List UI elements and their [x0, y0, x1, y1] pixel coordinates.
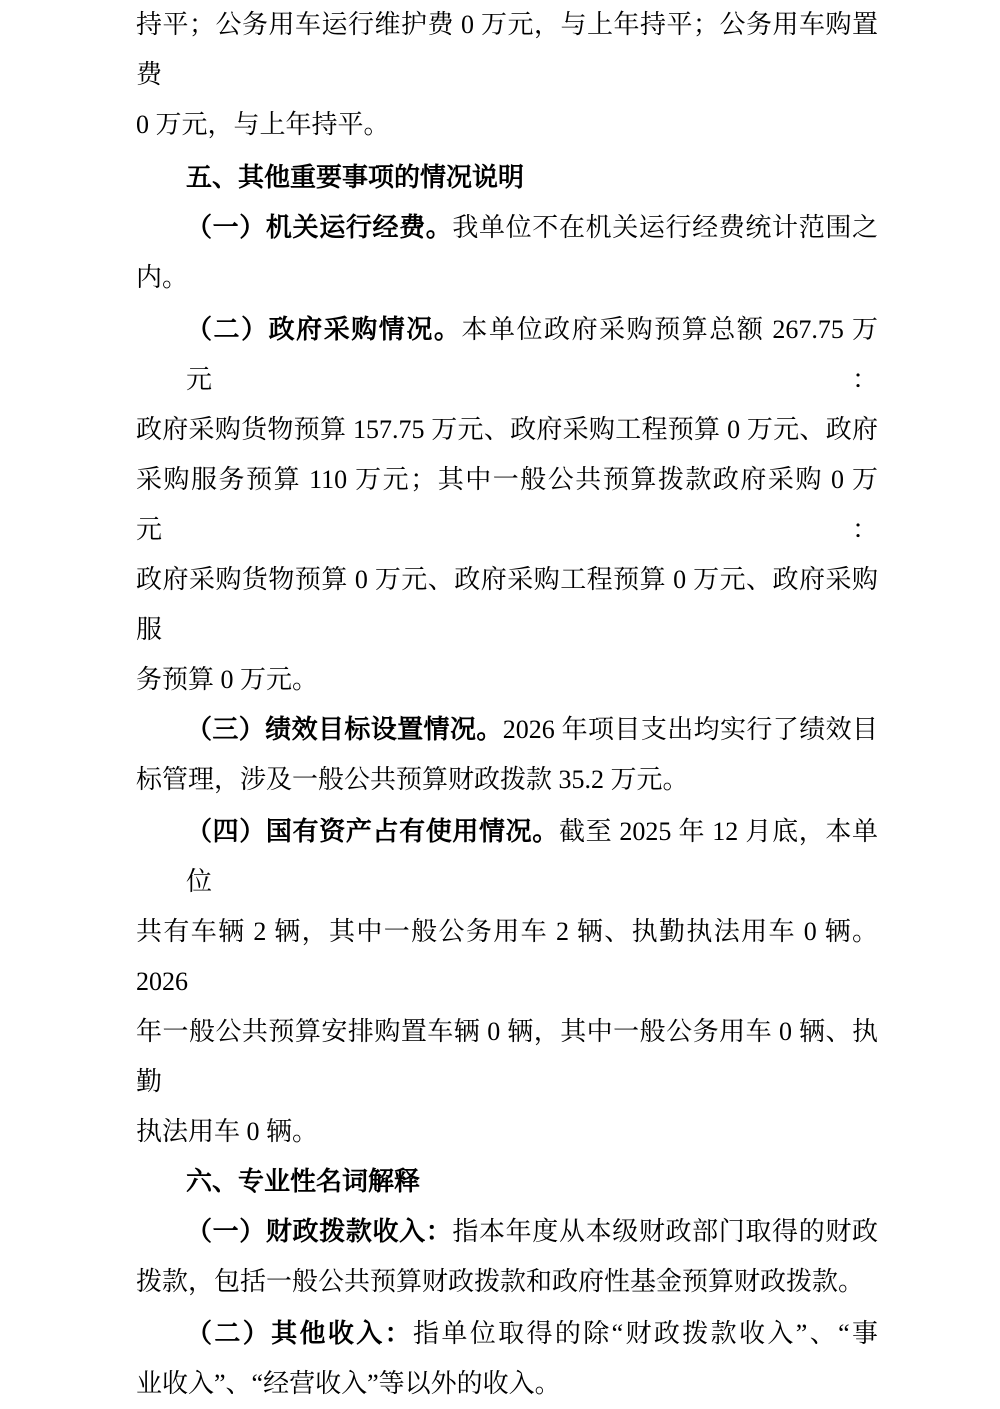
- body-text: 政府采购货物预算 0 万元、政府采购工程预算 0 万元、政府采购服: [136, 565, 878, 644]
- text-line: [136, 1359, 878, 1409]
- text-line: [186, 203, 878, 253]
- body-text: 指单位取得的除“财政拨款收入”、“事: [413, 1319, 878, 1348]
- body-text: 指本年度从本级财政部门取得的财政: [452, 1217, 878, 1246]
- body-text: 标管理，涉及一般公共预算财政拨款 35.2 万元。: [136, 765, 689, 794]
- heading-text: （三）绩效目标设置情况。: [186, 715, 503, 744]
- body-text: 我单位不在机关运行经费统计范围之: [452, 213, 878, 242]
- body-text: 共有车辆 2 辆，其中一般公务用车 2 辆、执勤执法用车 0 辆。2026: [136, 917, 878, 996]
- text-line: [136, 0, 878, 100]
- text-line: [136, 253, 878, 303]
- body-text: 持平；公务用车运行维护费 0 万元，与上年持平；公务用车购置费: [136, 10, 878, 89]
- body-text: 2026 年项目支出均实行了绩效目: [502, 715, 878, 744]
- body-text: 政府采购货物预算 157.75 万元、政府采购工程预算 0 万元、政府: [136, 415, 878, 444]
- body-text: 务预算 0 万元。: [136, 665, 319, 694]
- text-line: [186, 1207, 878, 1257]
- body-text: 0 万元，与上年持平。: [136, 110, 390, 139]
- heading-text: 六、专业性名词解释: [186, 1167, 421, 1196]
- text-line: [186, 705, 878, 755]
- text-line: [136, 1107, 878, 1157]
- text-line: [186, 1309, 878, 1359]
- body-text: 年一般公共预算安排购置车辆 0 辆，其中一般公务用车 0 辆、执勤: [136, 1017, 878, 1096]
- heading-text: （一）机关运行经费。: [186, 213, 453, 242]
- heading-text: 五、其他重要事项的情况说明: [186, 163, 525, 192]
- body-text: 业收入”、“经营收入”等以外的收入。: [136, 1369, 561, 1398]
- heading-text: （二）其他收入：: [186, 1319, 413, 1348]
- text-line: [136, 1007, 878, 1107]
- text-line: [136, 907, 878, 1007]
- text-line: [136, 405, 878, 455]
- body-text: 本单位政府采购预算总额 267.75 万元：: [186, 315, 878, 394]
- body-text: 执法用车 0 辆。: [136, 1117, 319, 1146]
- body-text: 拨款，包括一般公共预算财政拨款和政府性基金预算财政拨款。: [136, 1267, 865, 1296]
- text-line: [186, 305, 878, 405]
- body-text: 内。: [136, 263, 189, 292]
- text-line: [136, 1257, 878, 1307]
- heading-text: （四）国有资产占有使用情况。: [186, 817, 559, 846]
- heading-text: （二）政府采购情况。: [186, 315, 462, 344]
- text-line: [186, 153, 878, 203]
- text-line: [186, 1157, 878, 1207]
- text-line: [186, 807, 878, 907]
- body-text: 采购服务预算 110 万元；其中一般公共预算拨款政府采购 0 万元：: [136, 465, 878, 544]
- body-text: 截至 2025 年 12 月底，本单位: [186, 817, 878, 896]
- heading-text: （一）财政拨款收入：: [186, 1217, 453, 1246]
- text-line: [136, 555, 878, 655]
- text-line: [136, 755, 878, 805]
- text-line: [136, 455, 878, 555]
- text-line: [136, 655, 878, 705]
- text-line: [136, 100, 878, 150]
